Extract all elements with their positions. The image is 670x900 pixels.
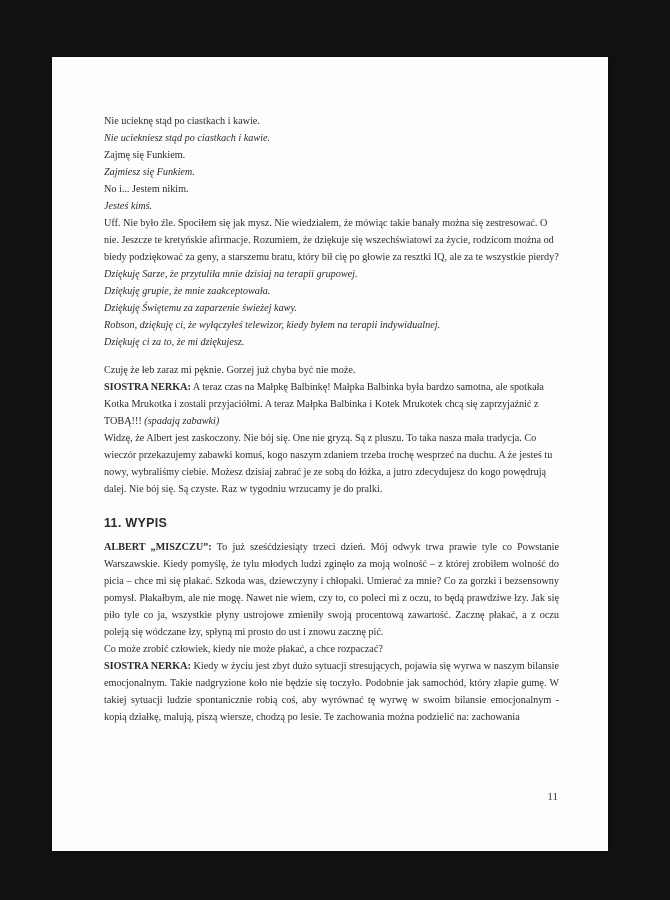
spacer [104, 351, 559, 362]
line: Dziękuję Świętemu za zaparzenie świeżej kawy. [104, 303, 297, 314]
line: Jesteś kimś. [104, 201, 153, 212]
speaker-label: SIOSTRA NERKA: [104, 382, 191, 393]
page-number: 11 [547, 791, 558, 803]
stage-direction: (spadają zabawki) [144, 416, 220, 427]
dialogue-paragraph [104, 658, 559, 726]
line: Co może zrobić człowiek, kiedy nie może płakać, a chce rozpaczać? [104, 644, 383, 655]
line: Dziękuję grupie, że mnie zaakceptowała. [104, 286, 271, 297]
dialogue-paragraph [104, 539, 559, 641]
line: Nie uciekniesz stąd po ciastkach i kawie. [104, 133, 271, 144]
dialogue-paragraph [104, 379, 559, 430]
line: No i... Jestem nikim. [104, 184, 189, 195]
line: Dziękuję ci za to, że mi dziękujesz. [104, 337, 245, 348]
line: Robson, dziękuję ci, że wyłączyłeś telewizor, kiedy byłem na terapii indywidualnej. [104, 320, 441, 331]
book-page [52, 57, 608, 851]
line: Nie ucieknę stąd po ciastkach i kawie. [104, 116, 260, 127]
paragraph: Uff. Nie było źle. Spociłem się jak mysz. Nie wiedziałem, że mówiąc takie banały można się zestresować. O nie. Jeszcze te kretyńskie afirmacje. Rozumiem, że dziękuje się wszechświatowi za życie, rodzicom można od biedy podziękować za geny, a starszemu bratu, który bił cię po głowie za resztki IQ, ale za te wszystkie pierdy? [104, 218, 559, 263]
speaker-label: ALBERT „MISZCZU”: [104, 542, 212, 553]
paragraph: Widzę, że Albert jest zaskoczony. Nie bój się. One nie gryzą. Są z pluszu. To taka nasza mała tradycja. Co wieczór przekazujemy zabawki komuś, kogo naszym zdaniem trzeba trochę wesprzeć na duchu. A że jesteś tu nowy, wybraliśmy ciebie. Możesz dzisiaj zabrać je ze sobą do łóżka, a jutro zdecydujesz do kogo powędrują dalej. Nie bój się. Są czyste. Raz w tygodniu wrzucamy je do pralki. [104, 433, 553, 495]
line: Czuję że łeb zaraz mi pęknie. Gorzej już chyba być nie może. [104, 365, 356, 376]
line: Zajmiesz się Funkiem. [104, 167, 195, 178]
speech-text: To już sześćdziesiąty trzeci dzień. Mój odwyk trwa prawie tyle co Powstanie Warszawskie. Kiedy pomyślę, że tylu młodych ludzi zginęło za moją wolność – z której zrobiłem wolność do picia – chce mi się płakać. Szkoda was, dziewczyny i chłopaki. Umierać za mnie? Co za gorzki i bezsensowny pomysł. Płakałbym, ale nie mogę. Nawet nie wiem, czy to, co poleci mi z oczu, to będą prawdziwe łzy. Jak się piło tyle co ja, wszystkie płyny ustrojowe zmieniły swoją procentową zawartość. Zacznę płakać, a z oczu poleją się wódczane łzy, spłyną mi prosto do ust i znowu zacznę pić. [104, 542, 559, 638]
line: Zajmę się Funkiem. [104, 150, 186, 161]
speech-text: A teraz czas na Małpkę Balbinkę! Małpka Balbinka była bardzo samotna, ale spotkała Kotka Mrukotka i zostali przyjaciółmi. A teraz Małpka Balbinka i Kotek Mrukotek chcą się zaprzyjaźnić z TOBĄ!!! [104, 382, 544, 427]
line: Dziękuję Sarze, że przytuliła mnie dzisiaj na terapii grupowej. [104, 269, 358, 280]
speaker-label: SIOSTRA NERKA: [104, 661, 191, 672]
speech-text: Kiedy w życiu jest zbyt dużo sytuacji stresujących, pojawia się wyrwa w naszym bilansie emocjonalnym. Takie nadgryzione koło nie będzie się toczyło. Podobnie jak samochód, który złapie gumę. W takiej sytuacji ludzie spontanicznie robią coś, aby wyrównać tę wyrwę w swoim bilansie emocjonalnym - kopią działkę, malują, piszą wiersze, chodzą po lesie. Te zachowania można podzielić na: zachowania [104, 661, 559, 723]
page-text [104, 113, 559, 726]
section-heading: 11. WYPIS [104, 516, 168, 530]
